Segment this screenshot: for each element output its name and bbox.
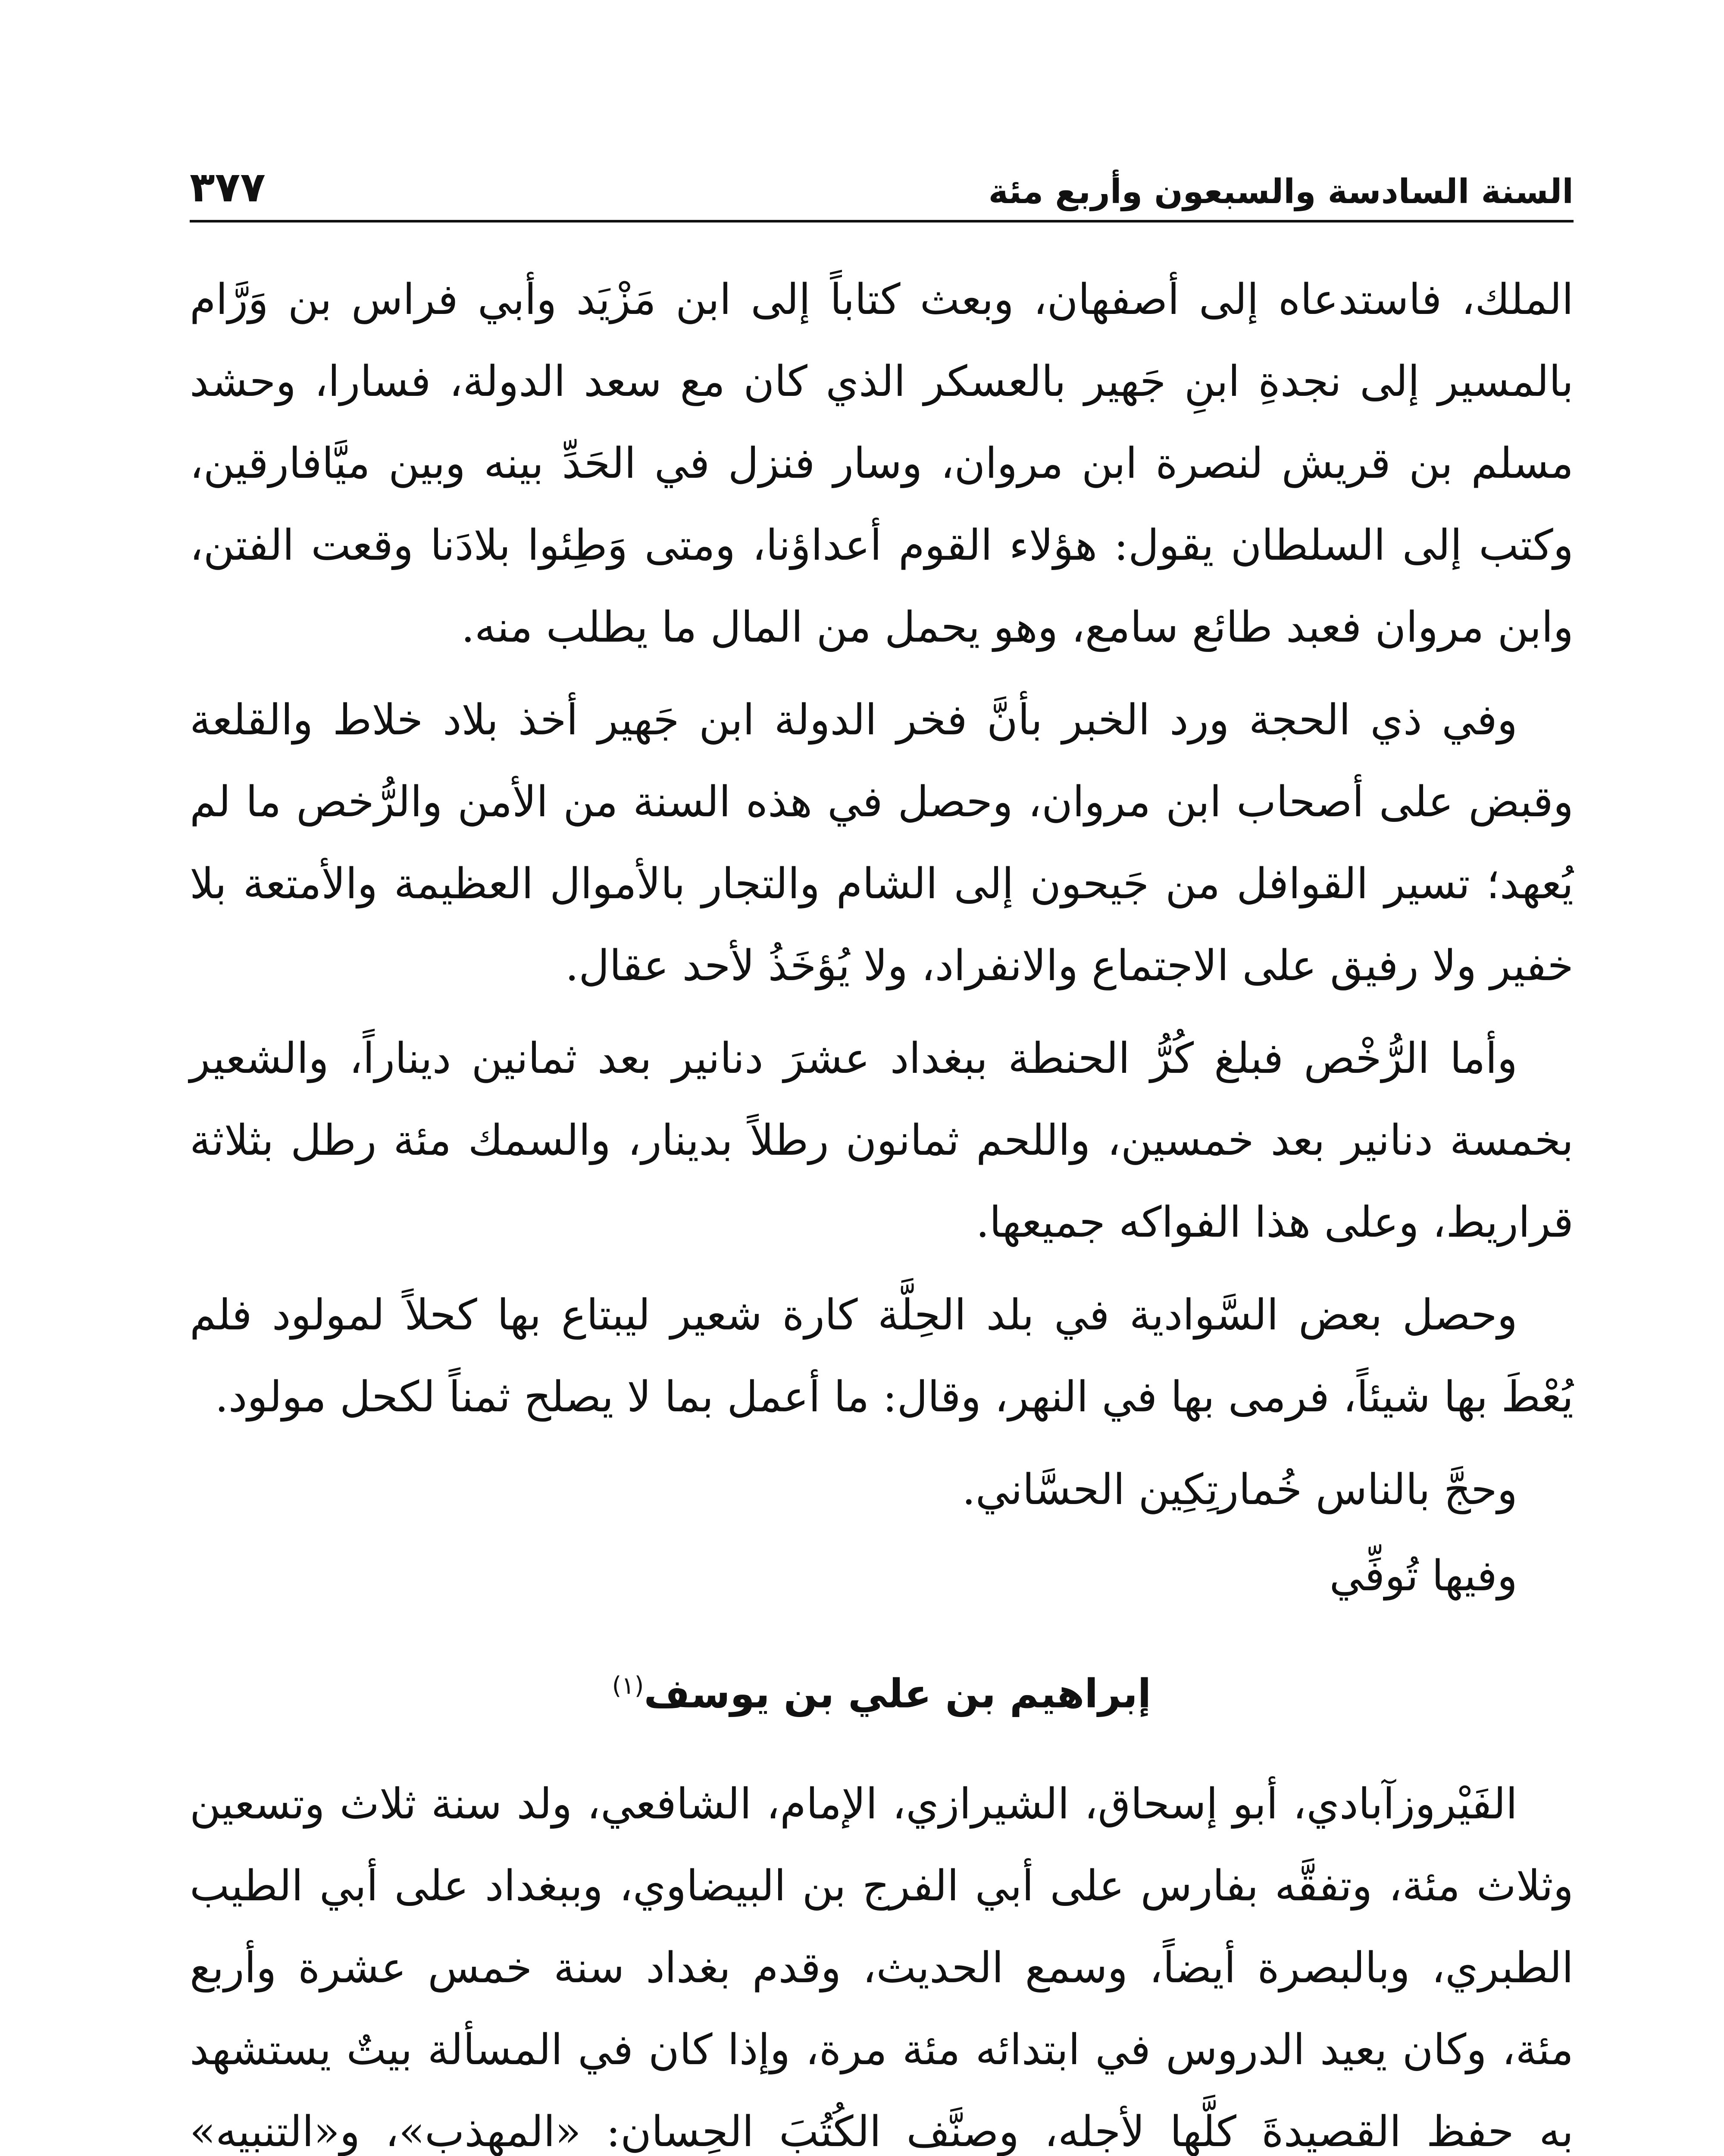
section-heading bbox=[190, 1647, 1574, 1733]
biography-paragraph: الفَيْروزآبادي، أبو إسحاق، الشيرازي، الإمام، الشافعي، ولد سنة ثلاث وتسعين وثلاث مئة، وتفقَّه بفارس على أبي الفرج بن البيضاوي، وببغداد على أبي الطيب الطبري، وبالبصرة أيضاً، وسمع الحديث، وقدم بغداد سنة خمس عشرة وأربع مئة، وكان يعيد الدروس في ابتدائه مئة مرة، وإذا كان في المسألة بيتٌ يستشهد به حفظ القصيدةَ كلَّها لأجله، وصنَّف الكُتُبَ الحِسان: «المهذب»، و«التنبيه» bbox=[190, 1779, 1574, 2156]
paragraph: وحصل بعض السَّوادية في بلد الحِلَّة كارة شعير ليبتاع بها كحلاً لمولود فلم يُعْطَ بها شيئاً، فرمى بها في النهر، وقال: ما أعمل بما لا يصلح ثمناً لكحل مولود. bbox=[190, 1291, 1574, 1422]
paragraph: الملك، فاستدعاه إلى أصفهان، وبعث كتاباً إلى ابن مَزْيَد وأبي فراس بن وَرَّام بالمسير إلى نجدةِ ابنِ جَهير بالعسكر الذي كان مع سعد الدولة، فسارا، وحشد مسلم بن قريش لنصرة ابن مروان، وسار فنزل في الحَدِّ بينه وبين ميَّافارقين، وكتب إلى السلطان يقول: هؤلاء القوم أعداؤنا، ومتى وَطِئوا بلادَنا وقعت الفتن، وابن مروان فعبد طائع سامع، وهو يحمل من المال ما يطلب منه. bbox=[190, 275, 1574, 652]
header-rule bbox=[190, 220, 1574, 222]
section-heading-text: إبراهيم بن علي بن يوسف bbox=[644, 1670, 1151, 1717]
page-number: ٣٧٧ bbox=[190, 163, 266, 211]
footnote-reference: (١) bbox=[612, 1672, 644, 1700]
paragraph: وأما الرُّخْص فبلغ كُرُّ الحنطة ببغداد عشرَ دنانير بعد ثمانين ديناراً، والشعير بخمسة دنانير بعد خمسين، واللحم ثمانون رطلاً بدينار، والسمك مئة رطل بثلاثة قراريط، وعلى هذا الفواكه جميعها. bbox=[190, 1034, 1574, 1247]
paragraph: وفيها تُوفِّي bbox=[1329, 1551, 1517, 1601]
paragraph: وحجَّ بالناس خُمارتِكِين الحسَّاني. bbox=[962, 1465, 1517, 1514]
page-header bbox=[190, 142, 1574, 211]
paragraph: وفي ذي الحجة ورد الخبر بأنَّ فخر الدولة ابن جَهير أخذ بلاد خلاط والقلعة وقبض على أصحاب ابن مروان، وحصل في هذه السنة من الأمن والرُّخص ما لم يُعهد؛ تسير القوافل من جَيحون إلى الشام والتجار بالأموال العظيمة والأمتعة بلا خفير ولا رفيق على الاجتماع والانفراد، ولا يُؤخَذُ لأحد عقال. bbox=[190, 696, 1574, 990]
running-title: السنة السادسة والسبعون وأربع مئة bbox=[988, 172, 1574, 211]
main-text bbox=[190, 259, 1574, 2156]
